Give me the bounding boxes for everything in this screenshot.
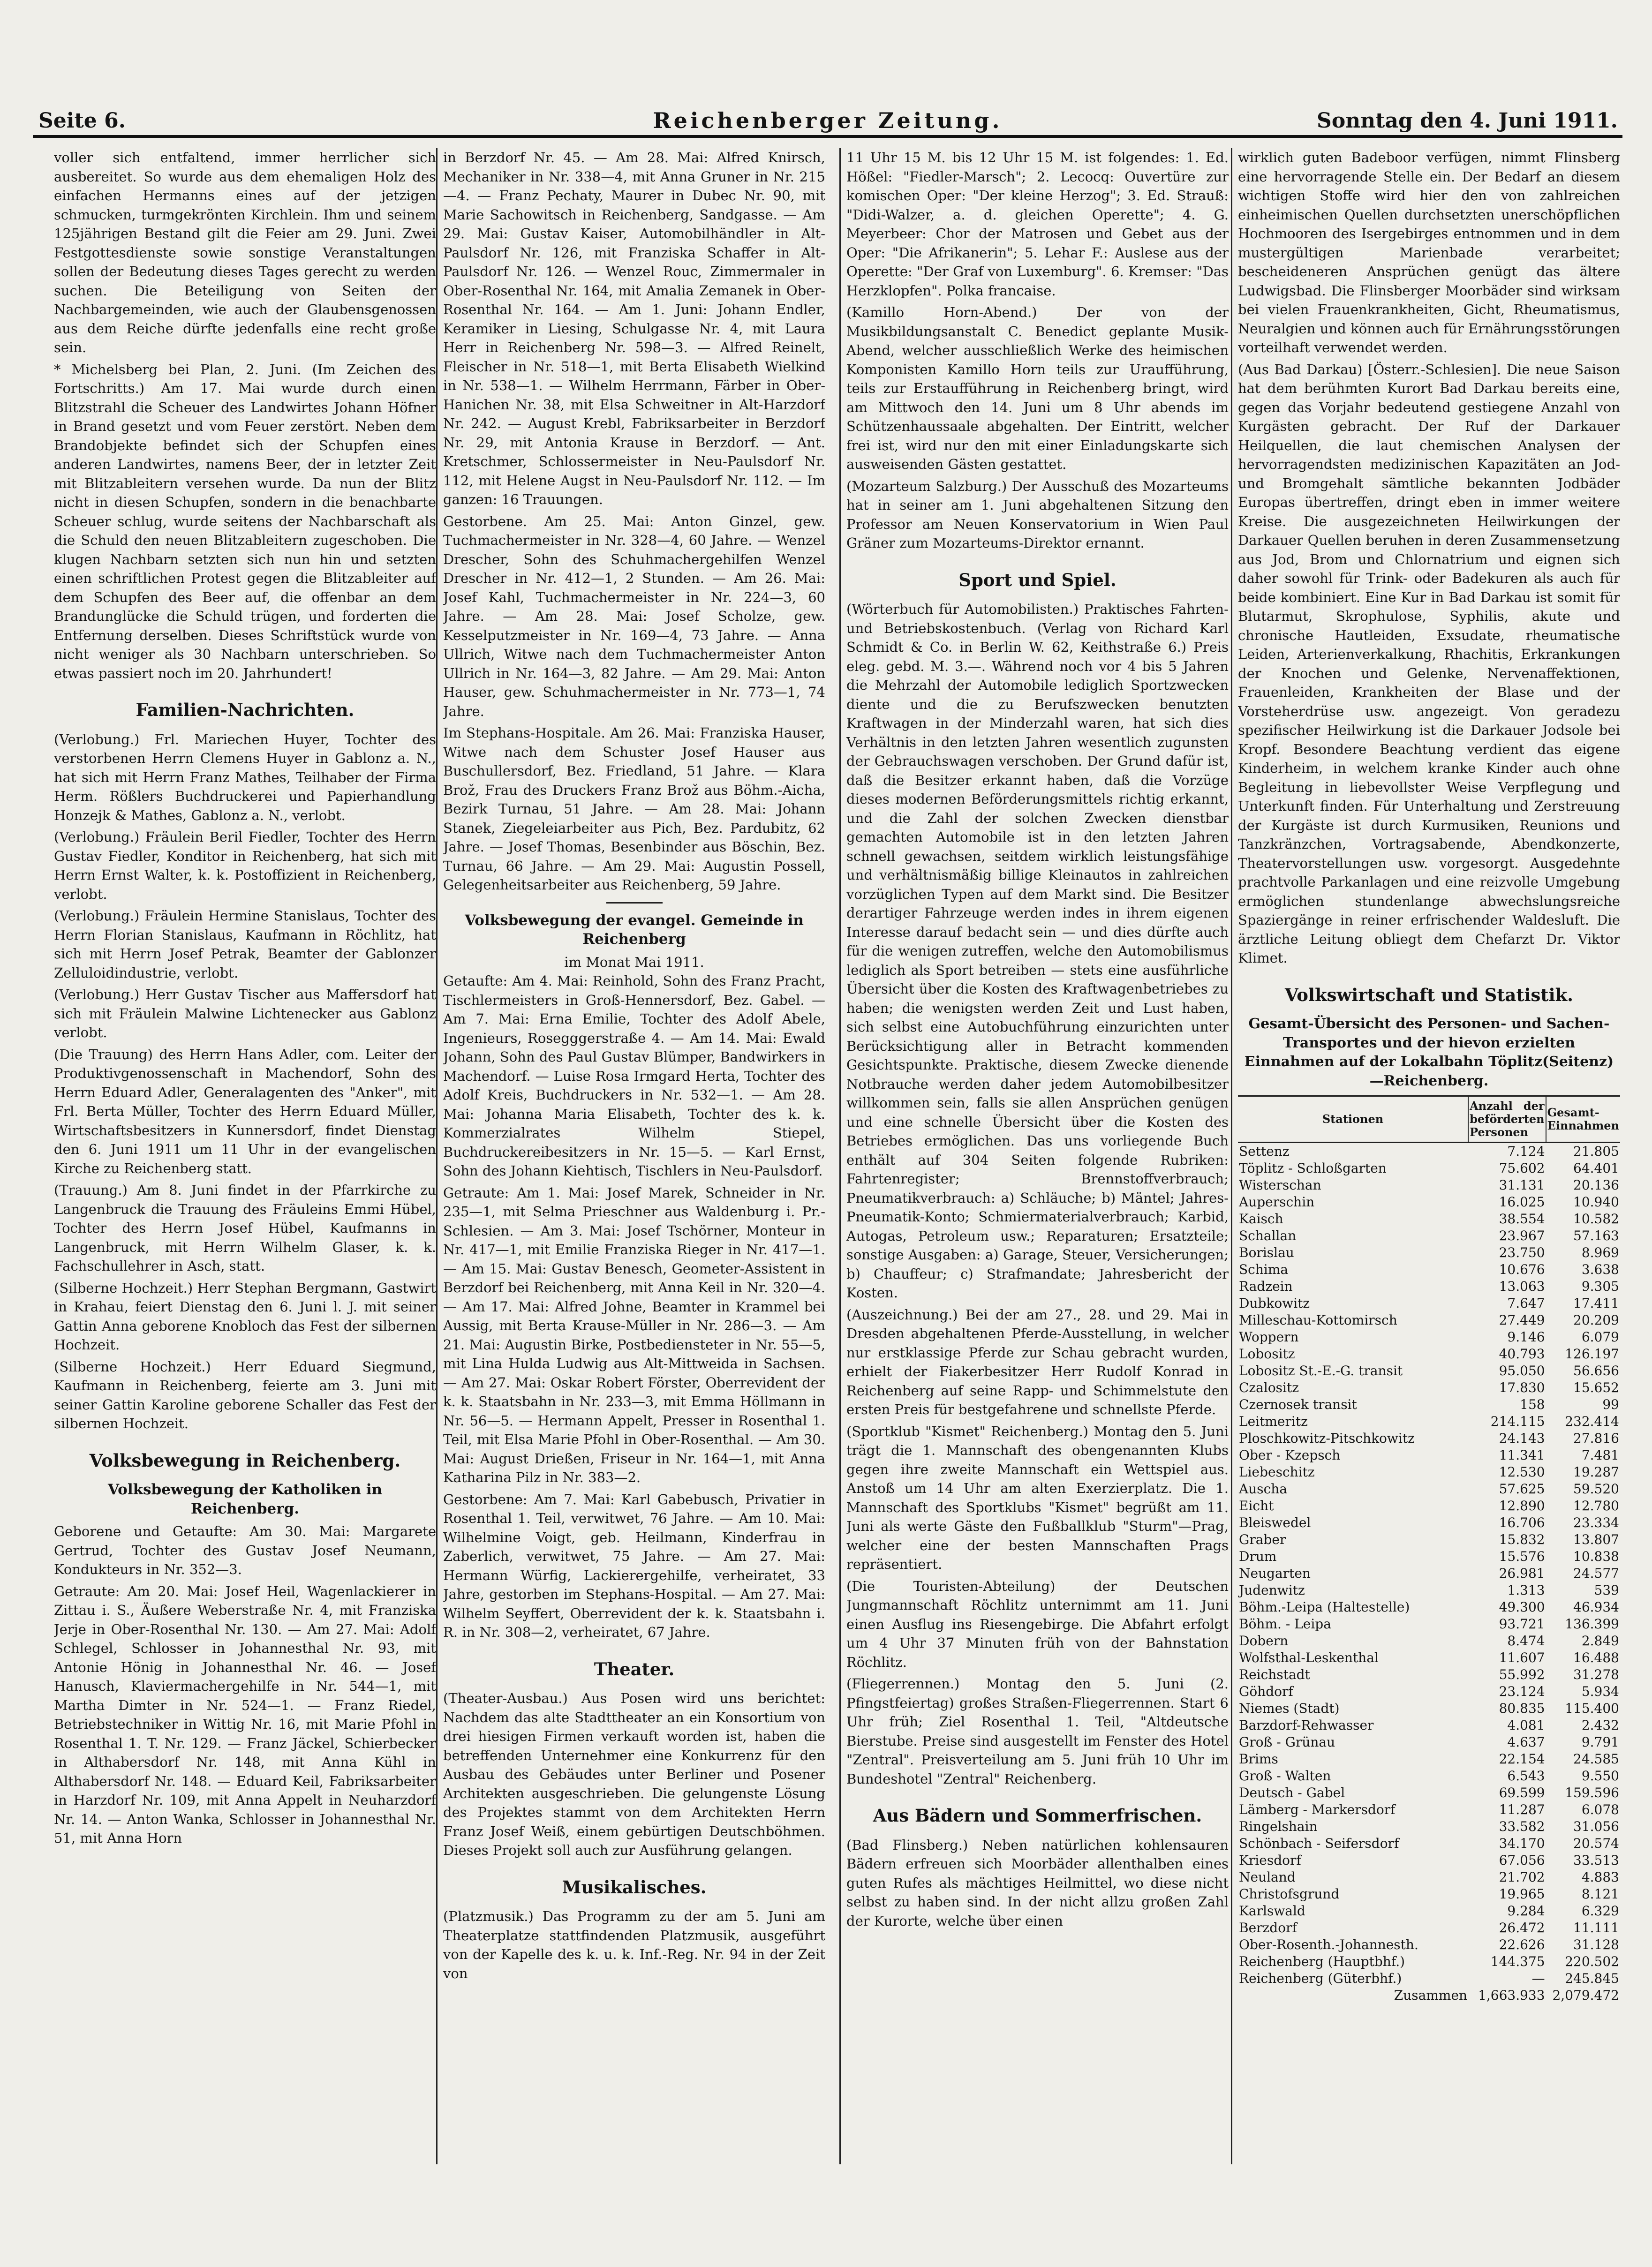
income-cell: 99 — [1602, 1397, 1619, 1412]
table-row — [1238, 1329, 1620, 1346]
persons-cell: 26.981 — [1499, 1566, 1545, 1581]
income-cell: 13.807 — [1573, 1532, 1619, 1547]
table-row — [1238, 1481, 1620, 1498]
station-cell: Borislau — [1239, 1245, 1294, 1260]
persons-cell: 7.647 — [1507, 1295, 1545, 1311]
persons-cell: 19.965 — [1499, 1886, 1545, 1902]
section-heading-economy: Volkswirtschaft und Statistik. — [1284, 984, 1574, 1005]
station-cell: Ober - Kzepsch — [1239, 1447, 1341, 1463]
table-row — [1238, 1413, 1620, 1430]
persons-cell: 10.676 — [1499, 1262, 1545, 1277]
family-notice: (Verlobung.) Herr Gustav Tischer aus Maffersdorf hat sich mit Fräulein Malwine Lichtenecker aus Gablonz verlobt. — [54, 987, 436, 1040]
table-row — [1238, 1261, 1620, 1278]
separator-rule — [606, 902, 663, 904]
station-cell: Karlswald — [1239, 1903, 1305, 1919]
sport-article: (Sportklub "Kismet" Reichenberg.) Montag den 5. Juni trägt die 1. Mannschaft des obengenannten Klubs gegen ihre zweite Mannschaft ein Wettspiel aus. Anstoß um 14 Uhr am alten Exerzierplatz. Die 1. Mannschaft des Sportklubs "Kismet" begrüßt am 11. Juni als werte Gäste den Fußballklub "Sturm"—Prag, welcher eine der besten Mannschaften Prags repräsentiert. — [846, 1423, 1229, 1572]
column-1 — [54, 148, 436, 2146]
table-row — [1238, 1295, 1620, 1312]
income-cell: 4.883 — [1581, 1869, 1619, 1885]
section-heading-families: Familien-Nachrichten. — [136, 700, 355, 720]
subheading-evangelical: Volksbewegung der evangel. Gemeinde in Reichenberg — [465, 911, 804, 948]
income-cell: 24.577 — [1573, 1566, 1619, 1581]
income-cell: 17.411 — [1573, 1295, 1619, 1311]
station-cell: Christofsgrund — [1239, 1886, 1340, 1902]
income-cell: 2.849 — [1581, 1633, 1619, 1649]
baths-article: (Bad Flinsberg.) Neben natürlichen kohlensauren Bädern erfreuen sich Moorbäder allenthalben eines guten Rufes als mächtiges Heilmittel, wo diese nicht selbst zu haben sind. In der nicht allzu großen Zahl der Kurorte, welche über einen — [846, 1837, 1229, 1929]
persons-cell: 40.793 — [1499, 1346, 1545, 1362]
music-article: (Kamillo Horn-Abend.) Der von der Musikbildungsanstalt C. Benedict geplante Musik-Abend, welcher ausschließlich Werke des heimischen Komponisten Kamillo Horn teils zur Uraufführung, teils zur Erstaufführung in Reichenberg bringt, wird am Mittwoch den 14. Juni um 8 Uhr abends im Schützenhaussaale abgehalten. Der Eintritt, welcher frei ist, wird nur den mit einer Einladungskarte sich ausweisenden Gästen gestattet. — [846, 304, 1229, 472]
music-article: (Platzmusik.) Das Programm zu der am 5. Juni am Theaterplatze stattfindenden Platzmusik, ausgeführt von der Kapelle des k. u. k. Inf.-Reg. Nr. 94 in der Zeit von — [443, 1908, 825, 1981]
station-cell: Milleschau-Kottomirsch — [1239, 1312, 1397, 1328]
income-cell: 136.399 — [1565, 1616, 1619, 1632]
table-row — [1238, 1818, 1620, 1835]
table-row — [1238, 1599, 1620, 1616]
station-cell: Wisterschan — [1239, 1177, 1321, 1193]
column-header: Anzahl der beförderten Personen — [1468, 1096, 1546, 1143]
table-row — [1238, 1852, 1620, 1869]
income-cell: 59.520 — [1573, 1481, 1619, 1497]
persons-cell: 34.170 — [1499, 1836, 1545, 1851]
persons-cell: 12.890 — [1499, 1498, 1545, 1514]
column-2 — [443, 148, 825, 2146]
income-cell: 15.652 — [1573, 1380, 1619, 1395]
persons-cell: 55.992 — [1499, 1667, 1545, 1682]
section-heading-volksbewegung: Volksbewegung in Reichenberg. — [89, 1450, 401, 1471]
table-row — [1238, 1244, 1620, 1261]
persons-cell: 33.582 — [1499, 1819, 1545, 1834]
table-row — [1238, 1447, 1620, 1464]
income-cell: 232.414 — [1565, 1414, 1619, 1429]
persons-cell: 17.830 — [1499, 1380, 1545, 1395]
total-label: Zusammen — [1394, 1988, 1468, 2003]
income-cell: 12.780 — [1573, 1498, 1619, 1514]
music-article: 11 Uhr 15 M. bis 12 Uhr 15 M. ist folgendes: 1. Ed. Hößel: "Fiedler-Marsch"; 2. Lecocq: Ouvertüre zur komischen Oper: "Der kleine Herzog"; 3. Ed. Strauß: "Didi-Walzer, a. d. gleichen Operette"; 4. G. Meyerbeer: Chor der Matrosen und Gebet aus der Oper: "Die Afrikanerin"; 5. Lehar F.: Auslese aus der Operette: "Der Graf von Luxemburg". 6. Kremser: "Das Herzklopfen". Polka francaise. — [846, 150, 1229, 299]
station-cell: Barzdorf-Rehwasser — [1239, 1717, 1374, 1733]
station-cell: Schima — [1239, 1262, 1289, 1277]
station-cell: Neugarten — [1239, 1566, 1311, 1581]
station-cell: Settenz — [1239, 1144, 1290, 1159]
table-row — [1238, 1531, 1620, 1548]
station-cell: Dubkowitz — [1239, 1295, 1310, 1311]
income-cell: 10.582 — [1573, 1211, 1619, 1227]
income-cell: 11.111 — [1573, 1920, 1619, 1936]
persons-cell: 13.063 — [1499, 1279, 1545, 1294]
table-row — [1238, 1228, 1620, 1244]
table-row — [1238, 1211, 1620, 1228]
station-cell: Leitmeritz — [1239, 1414, 1308, 1429]
income-cell: 6.078 — [1581, 1802, 1619, 1817]
page-number: Seite 6. — [38, 109, 126, 133]
table-row — [1238, 1649, 1620, 1666]
column-divider — [436, 148, 438, 2164]
station-cell: Brims — [1239, 1751, 1278, 1767]
persons-cell: 69.599 — [1499, 1785, 1545, 1800]
table-row — [1238, 1616, 1620, 1633]
family-notice: (Verlobung.) Fräulein Beril Fiedler, Tochter des Herrn Gustav Fiedler, Konditor in Reichenberg, hat sich mit Herrn Ernst Walter, k. k. Postoffizient in Reichenberg, verlobt. — [54, 829, 436, 902]
article-paragraph: * Michelsberg bei Plan, 2. Juni. (Im Zeichen des Fortschritts.) Am 17. Mai wurde durch einen Blitzstrahl die Scheuer des Landwirtes Johann Höfner in Brand gesetzt und vom Feuer zerstört. Neben dem Brandobjekte befindet sich der Schupfen eines anderen Landwirtes, namens Beer, der in letzter Zeit mit Blitzableitern versehen wurde. Da nun der Blitz nicht in diesen Schupfen, sondern in die benachbarte Scheuer schlug, wurde seitens der Nachbarschaft als die Schuld den neuen Blitzableitern zugeschoben. Die klugen Nachbarn setzten sich nun hin und setzten einen schriftlichen Protest gegen die Blitzableiter auf dem Schupfen des Beer auf, die offenbar an dem Brandunglücke die Schuld trügen, und forderten die Entfernung derselben. Dieses Schriftstück wurde von nicht weniger als 30 Nachbarn unterschrieben. So etwas passiert noch im 20. Jahrhundert! — [54, 361, 436, 681]
table-row — [1238, 1143, 1620, 1160]
table-row — [1238, 1430, 1620, 1447]
register-entry: Gestorbene: Am 7. Mai: Karl Gabebusch, Privatier in Rosenthal 1. Teil, verwitwet, 76 Jahre. — Am 10. Mai: Wilhelmine Voigt, geb. Heilmann, Kinderfrau in Zaberlich, verwitwet, 75 Jahre. — Am 27. Mai: Hermann Würfig, Lackierergehilfe, verheiratet, 33 Jahre, gestorben im Stephans-Hospital. — Am 27. Mai: Wilhelm Seyffert, Oberrevident der k. k. Staatsbahn i. R. in Nr. 308—2, verheiratet, 67 Jahre. — [443, 1491, 825, 1640]
income-cell: 21.805 — [1573, 1144, 1619, 1159]
income-cell: 6.079 — [1581, 1329, 1619, 1345]
income-cell: 5.934 — [1581, 1684, 1619, 1699]
income-cell: 126.197 — [1565, 1346, 1619, 1362]
persons-cell: 11.607 — [1499, 1650, 1545, 1665]
persons-cell: 9.284 — [1507, 1903, 1545, 1919]
persons-cell: 11.341 — [1499, 1447, 1545, 1463]
persons-cell: 38.554 — [1499, 1211, 1545, 1227]
section-heading-baths: Aus Bädern und Sommerfrischen. — [873, 1805, 1202, 1826]
register-entry: Getraute: Am 20. Mai: Josef Heil, Wagenlackierer in Zittau i. S., Äußere Weberstraße Nr. 4, mit Franziska Jerje in Ober-Rosenthal Nr. 130. — Am 27. Mai: Adolf Schlegel, Schlosser in Johannesthal Nr. 93, mit Antonie Hönig in Johannesthal Nr. 46. — Josef Hanusch, Klaviermachergehilfe in Nr. 544—1, mit Martha Dimter in Nr. 524—1. — Franz Riedel, Betriebstechniker in Wittig Nr. 16, mit Marie Pfohl in Rosenthal 1. T. Nr. 129. — Franz Jäckel, Schierbecker in Althabersdorf Nr. 148, mit Anna Kühl in Althabersdorf Nr. 148. — Eduard Keil, Fabriksarbeiter in Harzdorf Nr. 109, mit Anna Appelt in Neuharzdorf Nr. 14. — Anton Wanka, Schlosser in Johannesthal Nr. 51, mit Anna Horn — [54, 1583, 436, 1846]
station-cell: Ploschkowitz-Pitschkowitz — [1239, 1431, 1415, 1446]
persons-cell: 75.602 — [1499, 1160, 1545, 1176]
income-cell: 8.969 — [1581, 1245, 1619, 1260]
persons-cell: 144.375 — [1490, 1954, 1545, 1969]
station-cell: Liebeschitz — [1239, 1464, 1315, 1480]
subheading-catholics: Volksbewegung der Katholiken in Reichenberg. — [107, 1481, 383, 1517]
table-row — [1238, 1920, 1620, 1936]
persons-cell: 158 — [1520, 1397, 1545, 1412]
persons-cell: 27.449 — [1499, 1312, 1545, 1328]
station-cell: Böhm.-Leipa (Haltestelle) — [1239, 1599, 1410, 1615]
station-cell: Böhm. - Leipa — [1239, 1616, 1331, 1632]
music-article: (Mozarteum Salzburg.) Der Ausschuß des Mozarteums hat in seiner am 1. Juni abgehaltenen Sitzung den Professor am Neuen Konservatorium in Wien Paul Gräner zum Mozarteums-Direktor ernannt. — [846, 478, 1229, 551]
income-cell: 9.550 — [1581, 1768, 1619, 1784]
persons-cell: 4.637 — [1507, 1734, 1545, 1750]
station-cell: Kriesdorf — [1239, 1853, 1301, 1868]
station-cell: Lobositz St.-E.-G. transit — [1239, 1363, 1403, 1378]
persons-cell: 26.472 — [1499, 1920, 1545, 1936]
persons-cell: 31.131 — [1499, 1177, 1545, 1193]
persons-cell: 16.706 — [1499, 1515, 1545, 1530]
section-heading-theater: Theater. — [594, 1658, 675, 1680]
column-header: Stationen — [1238, 1096, 1468, 1143]
income-cell: 20.209 — [1573, 1312, 1619, 1328]
table-row — [1238, 1835, 1620, 1852]
station-cell: Groß - Grünau — [1239, 1734, 1335, 1750]
station-cell: Neuland — [1239, 1869, 1296, 1885]
register-entry: Getaufte: Am 4. Mai: Reinhold, Sohn des Franz Pracht, Tischlermeisters in Groß-Hennersdorf, Bez. Gabel. — Am 7. Mai: Erna Emilie, Tochter des Adolf Abele, Ingenieurs, Rosegggerstraße 4. — Am 14. Mai: Ewald Johann, Sohn des Paul Gustav Blümper, Bandwirkers in Machendorf. — Luise Rosa Irmgard Herta, Tochter des Adolf Kreis, Buchdruckers in Nr. 532—1. — Am 28. Mai: Johanna Maria Elisabeth, Tochter des k. k. Kommerzialrates Wilhelm Stiepel, Buchdruckereibesitzers in Nr. 15—5. — Karl Ernst, Sohn des Johann Kiehtisch, Tischlers in Neu-Paulsdorf. — [443, 973, 825, 1179]
station-cell: Töplitz - Schloßgarten — [1239, 1160, 1387, 1176]
table-total-row — [1238, 1987, 1620, 2004]
station-cell: Ringelshain — [1239, 1819, 1318, 1834]
table-row — [1238, 1666, 1620, 1683]
table-row — [1238, 1278, 1620, 1295]
register-entry: Im Stephans-Hospitale. Am 26. Mai: Franziska Hauser, Witwe nach dem Schuster Josef Hauser aus Buschullersdorf, Bez. Friedland, 51 Jahre. — Klara Brož, Frau des Druckers Franz Brož aus Böhm.-Aicha, Bezirk Turnau, 51 Jahre. — Am 28. Mai: Johann Stanek, Ziegeleiarbeiter aus Pich, Bez. Pardubitz, 62 Jahre. — Josef Thomas, Besenbinder aus Böschin, Bez. Turnau, 66 Jahre. — Am 29. Mai: Augustin Possell, Gelegenheitsarbeiter aus Reichenberg, 59 Jahre. — [443, 725, 825, 893]
sport-article: (Wörterbuch für Automobilisten.) Praktisches Fahrten- und Betriebskostenbuch. (Verlag von Richard Karl Schmidt & Co. in Berlin W. 62, Keithstraße 6.) Preis eleg. gebd. M. 3.—. Während noch vor 4 bis 5 Jahren die Mehrzahl der Automobile lediglich Sportzwecken diente und die zu Berufszwecken benutzten Kraftwagen in der Minderzahl waren, hat sich dies Verhältnis in den letzten Jahren wesentlich zugunsten der Gebrauchswagen verschoben. Der Grund dafür ist, daß die Besitzer erkannt haben, daß die Vorzüge dieses modernen Beförderungsmittels richtig erkannt, und die Zahl der solchen Zwecken dienstbar gemachten Automobile ist in den letzten Jahren schnell gewachsen, seitdem wirklich leistungsfähige und verhältnismäßig billige Kleinautos in zahlreichen vorzüglichen Typen auf dem Markt sind. Die Besitzer derartiger Fahrzeuge werden indes in ihrem eigenen Interesse darauf bedacht sein — und dies dürfte auch für die wenigen zutreffen, welche den Automobilismus lediglich als Sport betreiben — stets eine ausführliche Übersicht über die Kosten des Kraftwagenbetriebes zu haben; die wenigsten werden Zeit und Lust haben, sich selbst eine Autobuchführung einzurichten unter Berücksichtigung aller in Betracht kommenden Gesichtspunkte. Praktische, diesem Zwecke dienende Notbrauche werden daher jedem Automobilbesitzer willkommen sein, falls sie allen Ansprüchen genügen und eine schnelle Übersicht über die Kosten des Betriebes ermöglichen. Das uns vorliegende Buch enthält auf 304 Seiten folgende Rubriken: Fahrtenregister; Brennstoffverbrauch; Pneumatikverbrauch: a) Schläuche; b) Mäntel; Jahres-Pneumatik-Konto; Schmiermaterialverbrauch; Karbid, Autogas, Petroleum usw.; Reparaturen; Ersatzteile; sonstige Ausgaben: a) Garage, Steuer, Versicherungen; b) Chauffeur; c) Strafmandate; Jahresbericht der Kosten. — [846, 601, 1229, 1301]
persons-cell: 23.967 — [1499, 1228, 1545, 1243]
table-title: Gesamt-Übersicht des Personen- und Sachen-Transportes und der hievon erzielten Einnahmen auf der Lokalbahn Töplitz(Seitenz)—Reichenberg. — [1244, 1016, 1614, 1089]
table-row — [1238, 1160, 1620, 1177]
income-cell: 20.136 — [1573, 1177, 1619, 1193]
station-cell: Kaisch — [1239, 1211, 1283, 1227]
table-row — [1238, 1464, 1620, 1481]
table-row — [1238, 1363, 1620, 1379]
income-cell: 16.488 — [1573, 1650, 1619, 1665]
station-cell: Schallan — [1239, 1228, 1297, 1243]
station-cell: Reichenberg (Güterbhf.) — [1239, 1971, 1402, 1986]
station-cell: Woppern — [1239, 1329, 1299, 1345]
persons-cell: 22.154 — [1499, 1751, 1545, 1767]
family-notice: (Verlobung.) Fräulein Hermine Stanislaus, Tochter des Herrn Florian Stanislaus, Kaufmann in Röchlitz, hat sich mit Herrn Josef Petrak, Beamter der Gablonzer Zelluloidindustrie, verlobt. — [54, 908, 436, 981]
income-cell: 23.334 — [1573, 1515, 1619, 1530]
masthead — [33, 104, 1622, 138]
table-row — [1238, 1379, 1620, 1396]
persons-cell: 9.146 — [1507, 1329, 1545, 1345]
income-cell: 9.791 — [1581, 1734, 1619, 1750]
income-cell: 19.287 — [1573, 1464, 1619, 1480]
station-cell: Deutsch - Gabel — [1239, 1785, 1345, 1800]
station-cell: Lämberg - Markersdorf — [1239, 1802, 1396, 1817]
table-row — [1238, 1548, 1620, 1565]
register-entry: Getraute: Am 1. Mai: Josef Marek, Schneider in Nr. 235—1, mit Selma Prieschner aus Waldenburg i. Pr.-Schlesien. — Am 3. Mai: Josef Tschörner, Monteur in Nr. 417—1, mit Emilie Franziska Rieger in Nr. 417—1. — Am 15. Mai: Gustav Benesch, Geometer-Assistent in Berzdorf bei Reichenberg, mit Anna Keil in Nr. 320—4. — Am 17. Mai: Alfred Johne, Beamter in Krammel bei Aussig, mit Berta Krause-Müller in Nr. 286—3. — Am 21. Mai: Augustin Birke, Postbediensteter in Nr. 55—5, mit Lina Hulda Ludwig aus Alt-Mittweida in Sachsen. — Am 27. Mai: Oskar Robert Förster, Oberrevident der k. k. Staatsbahn in Nr. 233—3, mit Emma Höllmann in Nr. 56—5. — Hermann Appelt, Presser in Rosenthal 1. Teil, mit Elsa Marie Pfohl in Ober-Rosenthal. — Am 30. Mai: August Drießen, Friseur in Nr. 164—1, mit Anna Katharina Pilz in Nr. 383—2. — [443, 1184, 825, 1485]
table-row — [1238, 1785, 1620, 1801]
station-cell: Lobositz — [1239, 1346, 1295, 1362]
column-4 — [1238, 148, 1620, 2131]
station-cell: Czalositz — [1239, 1380, 1299, 1395]
table-row — [1238, 1903, 1620, 1920]
table-row — [1238, 1886, 1620, 1903]
table-row — [1238, 1312, 1620, 1329]
persons-cell: 49.300 — [1499, 1599, 1545, 1615]
issue-date: Sonntag den 4. Juni 1911. — [1317, 109, 1618, 133]
baths-article: (Aus Bad Darkau) [Österr.-Schlesien]. Die neue Saison hat dem berühmten Kurort Bad Darkau bereits eine, gegen das Vorjahr bedeutend gestiegene Anzahl von Kurgästen gebracht. Der Ruf der Darkauer Heilquellen, die laut chemischen Analysen der hervorragendsten medizinischen Kapazitäten an Jod- und Bromgehalt sämtliche bekannten Jodbäder Europas übertreffen, dringt eben in immer weitere Kreise. Die ausgezeichneten Heilwirkungen der Darkauer Quellen beruhen in deren Zusammensetzung aus Jod, Brom und Chlornatrium und eignen sich daher sowohl für Trink- oder Badekuren als auch für beide kombiniert. Eine Kur in Bad Darkau ist somit für Blutarmut, Skrophulose, Syphilis, akute und chronische Hautleiden, Exsudate, rheumatische Leiden, Arterienverkalkung, Rhachitis, Erkrankungen der Knochen und Gelenke, Nervenaffektionen, Frauenleiden, Krankheiten der Blase und der Vorsteherdrüse usw. angezeigt. Von geradezu spezifischer Heilwirkung ist die Darkauer Jodsole bei Kropf. Besondere Beachtung verdient das eigene Kinderheim, in welchem kranke Kinder auch ohne Begleitung in liebevollster Weise Verpflegung und Unterkunft finden. Für Unterhaltung und Zerstreuung der Kurgäste ist durch Kurmusiken, Reunions und Tanzkränzchen, Vortragsabende, Abendkonzerte, Theatervorstellungen usw. vorgesorgt. Ausgedehnte prachtvolle Parkanlagen und eine reizvolle Umgebung ermöglichen stundenlange abwechslungsreiche Spaziergänge in reiner erfrischender Waldesluft. Die ärztliche Leitung obliegt dem Chefarzt Dr. Viktor Klimet. — [1238, 361, 1620, 966]
sport-article: (Fliegerrennen.) Montag den 5. Juni (2. Pfingstfeiertag) großes Straßen-Fliegerrennen. Start 6 Uhr früh; Ziel Rosenthal 1. Teil, "Altdeutsche Bierstube. Preise sind ausgestellt im Fenster des Hotel "Zentral". Preisverteilung am 5. Juni früh 10 Uhr im Bundeshotel "Zentral" Reichenberg. — [846, 1676, 1229, 1787]
table-row — [1238, 1396, 1620, 1413]
income-cell: 46.934 — [1573, 1599, 1619, 1615]
table-row — [1238, 1346, 1620, 1363]
table-row — [1238, 1869, 1620, 1886]
register-entry: in Berzdorf Nr. 45. — Am 28. Mai: Alfred Knirsch, Mechaniker in Nr. 338—4, mit Anna Gruner in Nr. 215—4. — Franz Pechaty, Maurer in Dubec Nr. 90, mit Marie Sachowitsch in Reichenberg, Sandgasse. — Am 29. Mai: Gustav Kaiser, Automobilhändler in Alt-Paulsdorf Nr. 126, mit Franziska Schaffer in Alt-Paulsdorf Nr. 126. — Wenzel Rouc, Zimmermaler in Ober-Rosenthal Nr. 164, mit Amalia Zemanek in Ober-Rosenthal Nr. 164. — Am 1. Juni: Johann Endler, Keramiker in Liesing, Schulgasse Nr. 4, mit Laura Herr in Reichenberg Nr. 598—3. — Alfred Reinelt, Fleischer in Nr. 518—1, mit Berta Elisabeth Wielkind in Nr. 538—1. — Wilhelm Herrmann, Färber in Ober-Hanichen Nr. 38, mit Elsa Schweitner in Alt-Harzdorf Nr. 242. — August Krebl, Fabriksarbeiter in Berzdorf Nr. 29, mit Antonia Krause in Berzdorf. — Ant. Kretschmer, Schlossermeister in Neu-Paulsdorf Nr. 112, mit Helene Augst in Neu-Paulsdorf Nr. 112. — Im ganzen: 16 Trauungen. — [443, 150, 825, 507]
baths-article: wirklich guten Badeboor verfügen, nimmt Flinsberg eine hervorragende Stelle ein. Der Bedarf an diesem wichtigen Stoffe wird hier den von zahlreichen einheimischen Quellen durchsetzten unerschöpflichen Hochmooren des Isergebirges entnommen und in dem mustergültigen Marienbade verarbeitet; bescheideneren Ansprüchen genügt das ältere Ludwigsbad. Die Flinsberger Moorbäder sind wirksam bei vielen Frauenkrankheiten, Gicht, Rheumatismus, Neuralgien und können auch für Ernährungsstörungen vorteilhaft verwendet werden. — [1238, 150, 1620, 355]
persons-cell: 23.124 — [1499, 1684, 1545, 1699]
station-cell: Berzdorf — [1239, 1920, 1297, 1936]
table-row — [1238, 1717, 1620, 1734]
persons-cell: 22.626 — [1499, 1937, 1545, 1952]
table-row — [1238, 1582, 1620, 1599]
table-row — [1238, 1177, 1620, 1194]
income-cell: 24.585 — [1573, 1751, 1619, 1767]
income-cell: 33.513 — [1573, 1853, 1619, 1868]
table-row — [1238, 1768, 1620, 1785]
income-cell: 7.481 — [1581, 1447, 1619, 1463]
station-cell: Reichenberg (Hauptbhf.) — [1239, 1954, 1405, 1969]
section-heading-music: Musikalisches. — [562, 1876, 707, 1898]
persons-cell: 12.530 — [1499, 1464, 1545, 1480]
persons-cell: 80.835 — [1499, 1701, 1545, 1716]
station-cell: Auperschin — [1239, 1194, 1315, 1210]
income-cell: 9.305 — [1581, 1279, 1619, 1294]
table-row — [1238, 1565, 1620, 1582]
newspaper-title: Reichenberger Zeitung. — [653, 108, 1003, 133]
income-cell: 20.574 — [1573, 1836, 1619, 1851]
register-entry: Geborene und Getaufte: Am 30. Mai: Margarete Gertrud, Tochter des Gustav Josef Neumann, Kondukteurs in Nr. 352—3. — [54, 1523, 436, 1577]
table-row — [1238, 1700, 1620, 1717]
column-divider — [839, 148, 841, 2164]
persons-cell: 23.750 — [1499, 1245, 1545, 1260]
income-cell: 220.502 — [1565, 1954, 1619, 1969]
table-row — [1238, 1751, 1620, 1768]
article-paragraph: voller sich entfaltend, immer herrlicher sich ausbereitet. So wurde aus dem ehemaligen Holz des einfachen Hermanns eines auf der jetzigen schmucken, turmgekrönten Kirchlein. Ihm und seinem 125jährigen Bestand gilt die Feier am 29. Juni. Zwei Festgottesdienste sowie sonstige Veranstaltungen sollen der Bedeutung dieses Tages gerecht zu werden suchen. Die Beteiligung von Seiten der Nachbargemeinden, wie auch der Glaubensgenossen aus dem Reiche dürfte jedenfalls eine recht große sein. — [54, 150, 436, 355]
income-cell: 6.329 — [1581, 1903, 1619, 1919]
section-heading-sport: Sport und Spiel. — [958, 569, 1116, 590]
table-row — [1238, 1801, 1620, 1818]
table-row — [1238, 1734, 1620, 1751]
income-cell: 8.121 — [1581, 1886, 1619, 1902]
persons-cell: 214.115 — [1490, 1414, 1545, 1429]
income-cell: 2.432 — [1581, 1717, 1619, 1733]
station-cell: Judenwitz — [1239, 1582, 1305, 1598]
table-header-row — [1238, 1096, 1620, 1143]
sport-article: (Die Touristen-Abteilung) der Deutschen Jungmannschaft Röchlitz unternimmt am 11. Juni einen Ausflug ins Riesengebirge. Die Abfahrt erfolgt um 4 Uhr 37 Minuten früh von der Bahnstation Röchlitz. — [846, 1578, 1229, 1670]
persons-cell: 93.721 — [1499, 1616, 1545, 1632]
station-cell: Dobern — [1239, 1633, 1289, 1649]
column-divider — [1231, 148, 1232, 2164]
station-cell: Groß - Walten — [1239, 1768, 1331, 1784]
income-cell: 245.845 — [1565, 1971, 1619, 1986]
persons-cell: 1.313 — [1507, 1582, 1545, 1598]
table-row — [1238, 1498, 1620, 1514]
income-cell: 31.056 — [1573, 1819, 1619, 1834]
income-cell: 31.128 — [1573, 1937, 1619, 1952]
column-header: Gesamt-Einnahmen — [1546, 1096, 1620, 1143]
income-cell: 10.940 — [1573, 1194, 1619, 1210]
total-persons: 1,663.933 — [1478, 1988, 1545, 2003]
persons-cell: — — [1531, 1971, 1545, 1986]
persons-cell: 16.025 — [1499, 1194, 1545, 1210]
table-row — [1238, 1194, 1620, 1211]
family-notice: (Trauung.) Am 8. Juni findet in der Pfarrkirche zu Langenbruck die Trauung des Fräuleins Emmi Hübel, Tochter des Herrn Josef Hübel, Kaufmanns in Langenbruck, mit Herrn Wilhelm Glaser, k. k. Fachschullehrer in Asch, statt. — [54, 1182, 436, 1274]
persons-cell: 57.625 — [1499, 1481, 1545, 1497]
table-row — [1238, 1936, 1620, 1953]
table-body — [1238, 1143, 1620, 1988]
table-row — [1238, 1970, 1620, 1987]
income-cell: 3.638 — [1581, 1262, 1619, 1277]
station-cell: Eicht — [1239, 1498, 1274, 1514]
station-cell: Auscha — [1239, 1481, 1288, 1497]
station-cell: Ober-Rosenth.-Johannesth. — [1239, 1937, 1418, 1952]
persons-cell: 11.287 — [1499, 1802, 1545, 1817]
table-row — [1238, 1514, 1620, 1531]
station-cell: Wolfsthal-Leskenthal — [1239, 1650, 1379, 1665]
station-cell: Schönbach - Seifersdorf — [1239, 1836, 1399, 1851]
family-notice: (Silberne Hochzeit.) Herr Eduard Siegmund, Kaufmann in Reichenberg, feierte am 3. Juni mit seiner Gattin Karoline geborene Schaller das Fest der silbernen Hochzeit. — [54, 1358, 436, 1431]
income-cell: 57.163 — [1573, 1228, 1619, 1243]
persons-cell: 15.576 — [1499, 1549, 1545, 1564]
persons-cell: 6.543 — [1507, 1768, 1545, 1784]
column-3 — [846, 148, 1229, 2146]
subheading-month: im Monat Mai 1911. — [564, 954, 704, 970]
station-cell: Göhdorf — [1239, 1684, 1293, 1699]
income-cell: 27.816 — [1573, 1431, 1619, 1446]
station-cell: Radzein — [1239, 1279, 1293, 1294]
family-notice: (Silberne Hochzeit.) Herr Stephan Bergmann, Gastwirt in Krahau, feiert Dienstag den 6. Juni l. J. mit seiner Gattin Anna geborene Knobloch das Fest der silbernen Hochzeit. — [54, 1280, 436, 1353]
register-entry: Gestorbene. Am 25. Mai: Anton Ginzel, gew. Tuchmachermeister in Nr. 328—4, 60 Jahre. — Wenzel Drescher, Sohn des Schuhmachergehilfen Wenzel Drescher in Nr. 412—1, 2 Stunden. — Am 26. Mai: Josef Kahl, Tuchmachermeister in Nr. 224—3, 60 Jahre. — Am 28. Mai: Josef Scholze, gew. Kesselputzmeister in Nr. 169—4, 73 Jahre. — Anna Ullrich, Witwe nach dem Tuchmachermeister Anton Ullrich in Nr. 164—3, 82 Jahre. — Am 29. Mai: Anton Hauser, gew. Schuhmachermeister in Nr. 773—1, 74 Jahre. — [443, 513, 825, 719]
station-cell: Bleiswedel — [1239, 1515, 1311, 1530]
income-cell: 539 — [1594, 1582, 1619, 1598]
table-row — [1238, 1953, 1620, 1970]
persons-cell: 15.832 — [1499, 1532, 1545, 1547]
persons-cell: 8.474 — [1507, 1633, 1545, 1649]
income-cell: 64.401 — [1573, 1160, 1619, 1176]
family-notice: (Verlobung.) Frl. Mariechen Huyer, Tochter des verstorbenen Herrn Clemens Huyer in Gablonz a. N., hat sich mit Herrn Franz Mathes, Teilhaber der Firma Herm. Rößlers Buchdruckerei und Papierhandlung Honzejk & Mathes, Gablonz a. N., verlobt. — [54, 731, 436, 823]
income-cell: 31.278 — [1573, 1667, 1619, 1682]
persons-cell: 67.056 — [1499, 1853, 1545, 1868]
station-cell: Reichstadt — [1239, 1667, 1310, 1682]
income-cell: 159.596 — [1565, 1785, 1619, 1800]
theater-article: (Theater-Ausbau.) Aus Posen wird uns berichtet: Nachdem das alte Stadttheater an ein Konsortium von drei hiesigen Firmen verkauft worden ist, haben die betreffenden Unternehmer eine Konkurrenz für den Ausbau des Gebäudes unter Berliner und Posener Architekten ausgeschrieben. Die gelungenste Lösung des Projektes stammt von dem Architekten Herrn Franz Josef Weiß, einem gebürtigen Deutschböhmen. Dieses Projekt soll auch zur Ausführung gelangen. — [443, 1690, 825, 1858]
station-cell: Graber — [1239, 1532, 1286, 1547]
persons-cell: 95.050 — [1499, 1363, 1545, 1378]
income-cell: 56.656 — [1573, 1363, 1619, 1378]
persons-cell: 7.124 — [1507, 1144, 1545, 1159]
station-cell: Niemes (Stadt) — [1239, 1701, 1340, 1716]
income-cell: 10.838 — [1573, 1549, 1619, 1564]
family-notice: (Die Trauung) des Herrn Hans Adler, com. Leiter der Produktivgenossenschaft in Machendorf, Sohn des Herrn Eduard Adler, Generalagenten des "Anker", mit Frl. Berta Müller, Tochter des Herrn Eduard Müller, Wirtschaftsbesitzers in Kunnersdorf, findet Dienstag den 6. Juni 1911 um 11 Uhr in der evangelischen Kirche zu Reichenberg statt. — [54, 1046, 436, 1176]
persons-cell: 21.702 — [1499, 1869, 1545, 1885]
station-cell: Drum — [1239, 1549, 1277, 1564]
table-row — [1238, 1683, 1620, 1700]
sport-article: (Auszeichnung.) Bei der am 27., 28. und 29. Mai in Dresden abgehaltenen Pferde-Ausstellung, in welcher nur erstklassige Pferde zur Schau gebracht wurden, erhielt der Fiakerbesitzer Herr Rudolf Konrad in Reichenberg auf seine Rapp- und Schimmelstute den ersten Preis für bestgefahrene und schnellste Pferde. — [846, 1306, 1229, 1417]
income-cell: 115.400 — [1565, 1701, 1619, 1716]
persons-cell: 24.143 — [1499, 1431, 1545, 1446]
total-income: 2,079.472 — [1552, 1988, 1619, 2003]
persons-cell: 4.081 — [1507, 1717, 1545, 1733]
station-cell: Czernosek transit — [1239, 1397, 1357, 1412]
transport-table — [1238, 1095, 1620, 2004]
table-row — [1238, 1633, 1620, 1649]
